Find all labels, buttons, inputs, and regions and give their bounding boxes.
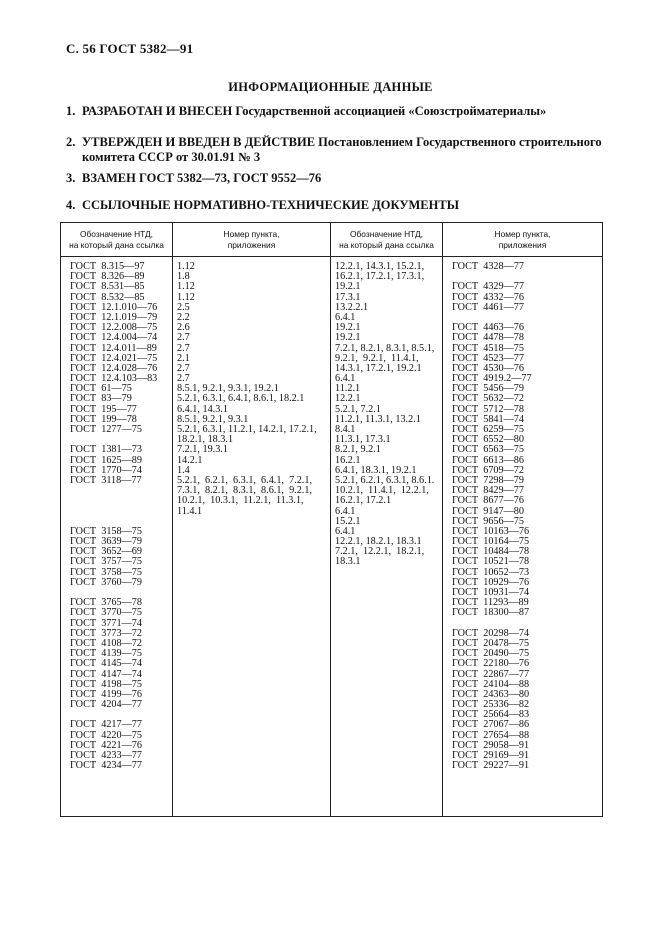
table-cell-line: ГОСТ 8.326—89 xyxy=(70,271,145,283)
table-header-row xyxy=(61,223,603,257)
table-cell-line: ГОСТ 12.1.010—76 xyxy=(70,301,158,313)
table-cell-line: 13.2.2.1 xyxy=(335,301,369,313)
table-cell-line: ГОСТ 3765—78 xyxy=(70,597,142,609)
table-cell-line: ГОСТ 10164—75 xyxy=(452,536,530,548)
table-cell-line: ГОСТ 61—75 xyxy=(70,383,132,395)
document-column xyxy=(61,257,173,817)
table-cell-line: 1.12 xyxy=(177,291,195,303)
table-cell-line: ГОСТ 4147—74 xyxy=(70,668,142,680)
table-cell-line: ГОСТ 10484—78 xyxy=(452,546,530,558)
table-cell-line: 7.3.1, 8.2.1, 8.3.1, 8.6.1, 9.2.1, xyxy=(177,485,312,497)
table-cell-line: ГОСТ 4139—75 xyxy=(70,648,142,660)
table-cell-line: ГОСТ 24104—88 xyxy=(452,678,530,690)
table-cell-line: 1.12 xyxy=(177,261,195,272)
item-text: ВЗАМЕН ГОСТ 5382—73, ГОСТ 9552—76 xyxy=(82,171,322,185)
table-cell-line: ГОСТ 12.4.021—75 xyxy=(70,352,158,364)
table-cell-line: 6.4.1 xyxy=(335,525,356,537)
table-cell-line: 2.7 xyxy=(177,342,190,354)
clause-column xyxy=(331,257,443,817)
item-text-continued: комитета СССР от 30.01.91 № 3 xyxy=(82,150,261,164)
table-cell-line: 2.1 xyxy=(177,352,190,364)
table-cell-line: ГОСТ 4145—74 xyxy=(70,658,142,670)
table-cell-line: 6.4.1, 14.3.1 xyxy=(177,403,228,415)
table-cell-line: ГОСТ 24363—80 xyxy=(452,688,530,700)
table-cell-line: ГОСТ 4919.2—77 xyxy=(452,373,532,385)
table-cell-line: ГОСТ 6709—72 xyxy=(452,464,524,476)
table-cell-line: ГОСТ 25664—83 xyxy=(452,709,530,721)
table-cell-line: ГОСТ 12.4.103—83 xyxy=(70,373,158,385)
table-cell-line: ГОСТ 22867—77 xyxy=(452,668,530,680)
table-cell-line: ГОСТ 1277—75 xyxy=(70,424,142,435)
table-cell-line: 14.2.1 xyxy=(177,454,203,466)
table-cell-line: ГОСТ 4523—77 xyxy=(452,352,524,364)
table-cell-line: 12.2.1, 18.2.1, 18.3.1 xyxy=(335,536,422,548)
table-cell-line: 2.5 xyxy=(177,301,190,313)
table-cell-line: ГОСТ 7298—79 xyxy=(452,474,524,486)
column-header-clause xyxy=(173,223,331,257)
table-cell-line: ГОСТ 10163—76 xyxy=(452,525,530,537)
table-cell-line: 19.2.1 xyxy=(335,332,361,344)
table-cell-line: ГОСТ 12.2.008—75 xyxy=(70,322,158,334)
table-cell-line: ГОСТ 1381—73 xyxy=(70,444,142,456)
table-cell-line: ГОСТ 195—77 xyxy=(70,403,137,415)
table-cell-line: ГОСТ 3758—75 xyxy=(70,566,142,578)
header-line: Обозначение НТД, xyxy=(79,229,153,239)
table-cell-line: 12.2.1 xyxy=(335,393,361,405)
page-header: С. 56 ГОСТ 5382—91 xyxy=(66,41,194,56)
table-cell-line: ГОСТ 3757—75 xyxy=(70,556,142,568)
table-cell-line: ГОСТ 8429—77 xyxy=(452,485,524,497)
table-cell-line: 5.2.1, 7.2.1 xyxy=(335,403,381,415)
table-cell-line: ГОСТ 8677—76 xyxy=(452,495,524,507)
table-cell-line: 2.6 xyxy=(177,322,190,334)
table-cell-line: ГОСТ 20478—75 xyxy=(452,637,530,649)
table-cell-line: ГОСТ 1770—74 xyxy=(70,464,142,476)
table-cell-line: ГОСТ 1625—89 xyxy=(70,454,142,466)
table-cell-line: 12.2.1, 14.3.1, 15.2.1, xyxy=(335,261,425,272)
table-cell-line: ГОСТ 9147—80 xyxy=(452,505,524,517)
info-item-3 xyxy=(66,171,606,186)
table-cell-line: 1.4 xyxy=(177,464,190,476)
reference-documents-table xyxy=(60,222,603,817)
table-cell-line: 5.2.1, 6.3.1, 11.2.1, 14.2.1, 17.2.1, xyxy=(177,424,317,435)
table-cell-line: 19.2.1 xyxy=(335,281,361,293)
column-header-document xyxy=(61,223,173,257)
table-cell-line: ГОСТ 5632—72 xyxy=(452,393,524,405)
table-cell-line: ГОСТ 199—78 xyxy=(70,413,137,425)
table-cell-line: ГОСТ 4220—75 xyxy=(70,729,142,741)
table-cell-line: ГОСТ 5712—78 xyxy=(452,403,524,415)
table-cell-line: ГОСТ 6613—86 xyxy=(452,454,524,466)
table-cell-line: ГОСТ 25336—82 xyxy=(452,699,530,711)
header-line: приложения xyxy=(227,239,276,250)
table-cell-line: ГОСТ 3158—75 xyxy=(70,525,142,537)
table-cell-line xyxy=(70,486,172,496)
column-lines xyxy=(335,257,442,568)
table-cell-line: ГОСТ 4478—78 xyxy=(452,332,524,344)
table-cell-line: 11.3.1, 17.3.1 xyxy=(335,434,391,446)
column-lines xyxy=(177,257,330,517)
header-line: Обозначение НТД, xyxy=(349,229,423,239)
table-cell-line: 8.4.1 xyxy=(335,424,356,435)
table-cell-line: ГОСТ 10931—74 xyxy=(452,587,530,598)
item-text: ССЫЛОЧНЫЕ НОРМАТИВНО-ТЕХНИЧЕСКИЕ ДОКУМЕНТЫ xyxy=(82,198,459,212)
table-cell-line: ГОСТ 3118—77 xyxy=(70,474,142,486)
table-cell-line: 6.4.1 xyxy=(335,311,356,323)
table-cell-line: ГОСТ 4328—77 xyxy=(452,261,524,272)
table-cell-line: 11.2.1, 11.3.1, 13.2.1 xyxy=(335,413,421,425)
table-cell-line xyxy=(70,507,172,517)
item-number: 2. xyxy=(66,135,76,149)
table-cell-line: 11.4.1 xyxy=(177,505,203,517)
table-cell-line: ГОСТ 4198—75 xyxy=(70,678,142,690)
item-text: РАЗРАБОТАН И ВНЕСЕН Государственной ассоциацией «Союзстройматериалы» xyxy=(82,104,547,118)
table-cell-line: 7.2.1, 19.3.1 xyxy=(177,444,228,456)
table-cell-line: ГОСТ 5841—74 xyxy=(452,413,524,425)
table-cell-line: ГОСТ 6563—75 xyxy=(452,444,524,456)
table-cell-line: 17.3.1 xyxy=(335,291,361,303)
table-cell-line: 10.2.1, 10.3.1, 11.2.1, 11.3.1, xyxy=(177,495,304,507)
table-cell-line: ГОСТ 3652—69 xyxy=(70,546,142,558)
table-cell-line: 14.3.1, 17.2.1, 19.2.1 xyxy=(335,362,422,374)
table-cell-line: 1.8 xyxy=(177,271,190,283)
table-cell-line: ГОСТ 4530—76 xyxy=(452,362,524,374)
table-cell-line: 11.2.1 xyxy=(335,383,361,395)
table-cell-line: 18.3.1 xyxy=(335,556,361,568)
table-cell-line: ГОСТ 3771—74 xyxy=(70,617,142,629)
table-cell-line: ГОСТ 10521—78 xyxy=(452,556,530,568)
table-cell-line: 2.7 xyxy=(177,362,190,374)
table-cell-line: 5.2.1, 6.2.1, 6.3.1, 8.6.1. xyxy=(335,474,435,486)
table-cell-line: 16.2.1, 17.2.1 xyxy=(335,495,392,507)
table-cell-line: 6.4.1 xyxy=(335,373,356,385)
table-cell-line: 2.7 xyxy=(177,373,190,385)
table-cell-line: 2.7 xyxy=(177,332,190,344)
table-cell-line: ГОСТ 12.4.028—76 xyxy=(70,362,158,374)
table-cell-line: ГОСТ 3639—79 xyxy=(70,536,142,548)
table-cell-line xyxy=(70,496,172,506)
table-cell-line: ГОСТ 4204—77 xyxy=(70,699,142,711)
table-cell-line: ГОСТ 83—79 xyxy=(70,393,132,405)
table-cell-line: ГОСТ 8.531—85 xyxy=(70,281,145,293)
table-cell-line: 6.4.1, 18.3.1, 19.2.1 xyxy=(335,464,417,476)
table-cell-line: ГОСТ 6552—80 xyxy=(452,434,524,446)
header-line: Номер пункта, xyxy=(494,229,551,239)
table-cell-line: 9.2.1, 9.2.1, 11.4.1, xyxy=(335,352,419,364)
table-cell-line: 16.2.1 xyxy=(335,454,361,466)
table-cell-line: 7.2.1, 8.2.1, 8.3.1, 8.5.1, xyxy=(335,342,435,354)
table-cell-line: 10.2.1, 11.4.1, 12.2.1, xyxy=(335,485,429,497)
table-cell-line: ГОСТ 5456—79 xyxy=(452,383,524,395)
table-body-row xyxy=(61,257,603,817)
table-cell-line: ГОСТ 4221—76 xyxy=(70,739,142,751)
table-cell-line: 1.12 xyxy=(177,281,195,293)
table-cell-line: ГОСТ 22180—76 xyxy=(452,658,530,670)
table-cell-line: ГОСТ 4199—76 xyxy=(70,688,142,700)
item-text: УТВЕРЖДЕН И ВВЕДЕН В ДЕЙСТВИЕ Постановлением Государственного строительного xyxy=(82,135,602,149)
info-item-4 xyxy=(66,198,606,213)
table-cell-line: ГОСТ 8.532—85 xyxy=(70,291,145,303)
table-cell-line: ГОСТ 4217—77 xyxy=(70,719,142,731)
page-title: ИНФОРМАЦИОННЫЕ ДАННЫЕ xyxy=(228,80,433,94)
table-cell-line: ГОСТ 20298—74 xyxy=(452,627,530,639)
table-cell-line: ГОСТ 8.315—97 xyxy=(70,261,145,272)
table-cell-line: ГОСТ 4108—72 xyxy=(70,637,142,649)
table-cell-line: ГОСТ 12.4.004—74 xyxy=(70,332,158,344)
table-cell-line: ГОСТ 11293—89 xyxy=(452,597,529,609)
table-cell-line: 19.2.1 xyxy=(335,322,361,334)
table-cell-line: 15.2.1 xyxy=(335,515,361,527)
info-item-1 xyxy=(66,104,606,119)
column-lines xyxy=(452,257,602,771)
table-cell-line: 2.2 xyxy=(177,311,190,323)
table-cell-line: 16.2.1, 17.2.1, 17.3.1, xyxy=(335,271,425,283)
table-cell-line: ГОСТ 4461—77 xyxy=(452,301,524,313)
item-number: 1. xyxy=(66,104,76,118)
table-cell-line: 18.2.1, 18.3.1 xyxy=(177,434,234,446)
column-header-clause xyxy=(443,223,603,257)
table-cell-line: 8.5.1, 9.2.1, 9.3.1, 19.2.1 xyxy=(177,383,279,395)
item-number: 3. xyxy=(66,171,76,185)
table-cell-line: ГОСТ 3760—79 xyxy=(70,576,142,588)
clause-column xyxy=(173,257,331,817)
info-item-2 xyxy=(66,135,606,165)
document-column xyxy=(443,257,603,817)
table-cell-line: ГОСТ 10652—73 xyxy=(452,566,530,578)
table-cell-line: ГОСТ 12.1.019—79 xyxy=(70,311,158,323)
table-cell-line: 8.2.1, 9.2.1 xyxy=(335,444,381,456)
table-cell-line: 6.4.1 xyxy=(335,505,356,517)
table-cell-line: ГОСТ 29227—91 xyxy=(452,760,530,772)
table-cell-line: ГОСТ 4233—77 xyxy=(70,750,142,761)
table-cell-line: ГОСТ 4332—76 xyxy=(452,291,524,303)
table-cell-line: ГОСТ 3770—75 xyxy=(70,607,142,619)
table-cell-line: 7.2.1, 12.2.1, 18.2.1, xyxy=(335,546,425,558)
table-cell-line: ГОСТ 12.4.011—89 xyxy=(70,342,157,354)
table-cell-line: ГОСТ 20490—75 xyxy=(452,648,530,660)
table-cell-line: ГОСТ 29169—91 xyxy=(452,750,530,761)
table-cell-line: ГОСТ 27654—88 xyxy=(452,729,530,741)
table-cell-line: ГОСТ 27067—86 xyxy=(452,719,530,731)
table-cell-line: ГОСТ 9656—75 xyxy=(452,515,524,527)
table-cell-line: ГОСТ 10929—76 xyxy=(452,576,530,588)
header-line: на который дана ссылка xyxy=(69,239,164,250)
table-cell-line: ГОСТ 6259—75 xyxy=(452,424,524,435)
table-cell-line: 8.5.1, 9.2.1, 9.3.1 xyxy=(177,413,249,425)
table-cell-line: ГОСТ 4234—77 xyxy=(70,760,142,772)
column-lines xyxy=(70,257,172,771)
column-header-document xyxy=(331,223,443,257)
table-cell-line: 5.2.1, 6.2.1, 6.3.1, 6.4.1, 7.2.1, xyxy=(177,474,312,486)
header-line: приложения xyxy=(498,239,547,250)
table-cell-line: ГОСТ 3773—72 xyxy=(70,627,142,639)
header-line: Номер пункта, xyxy=(223,229,280,239)
item-number: 4. xyxy=(66,198,76,212)
header-line: на который дана ссылка xyxy=(339,239,434,250)
table-cell-line: 5.2.1, 6.3.1, 6.4.1, 8.6.1, 18.2.1 xyxy=(177,393,305,405)
table-cell-line: ГОСТ 18300—87 xyxy=(452,607,530,619)
table-cell-line: ГОСТ 4329—77 xyxy=(452,281,524,293)
table-cell-line: ГОСТ 29058—91 xyxy=(452,739,530,751)
table-cell-line: ГОСТ 4463—76 xyxy=(452,322,524,334)
table-cell-line: ГОСТ 4518—75 xyxy=(452,342,524,354)
